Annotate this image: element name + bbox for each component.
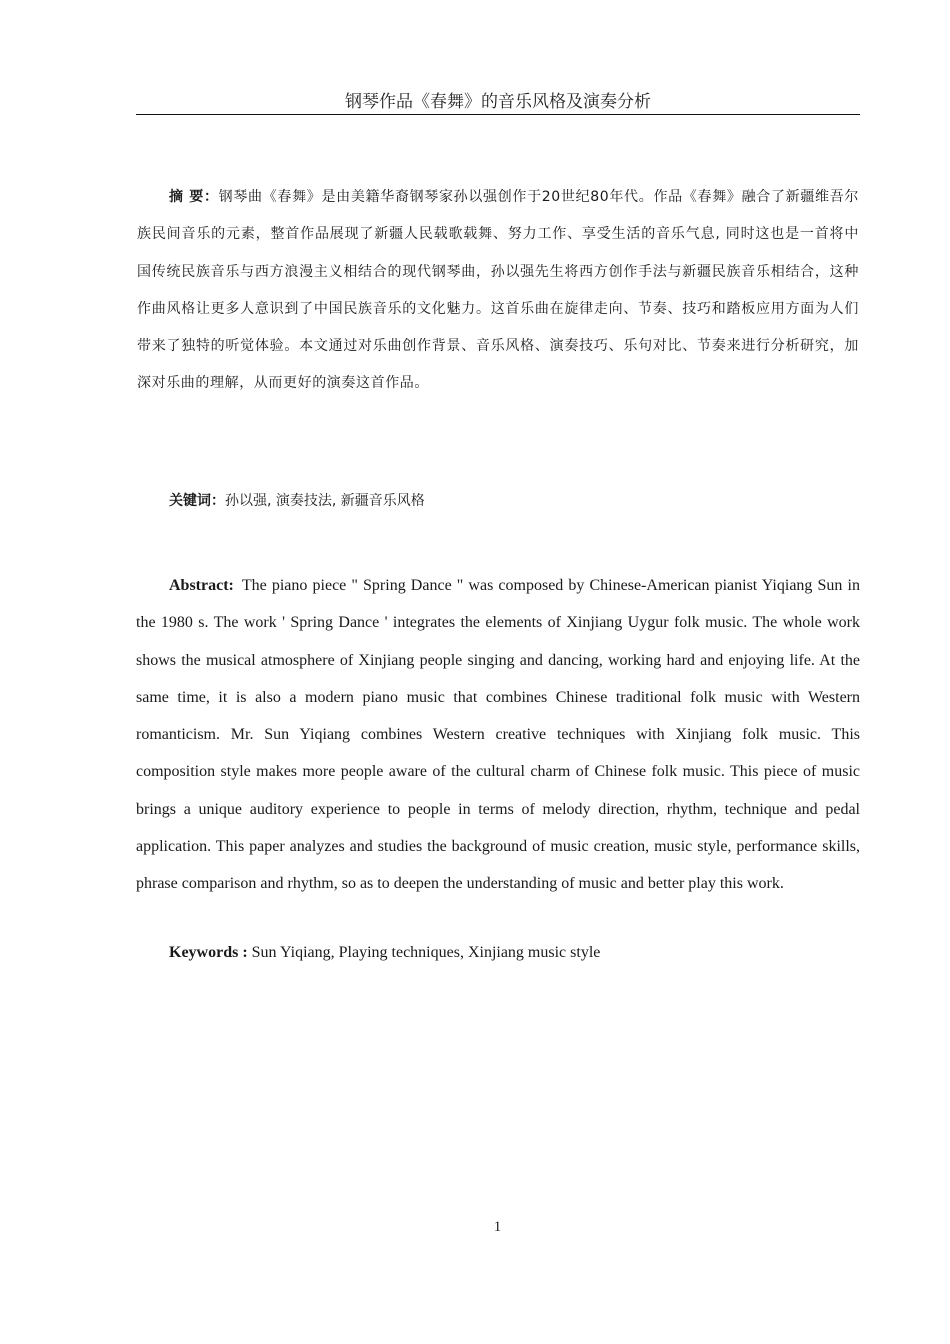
english-abstract [136, 567, 860, 903]
english-keywords-label: Keywords : [169, 944, 248, 961]
chinese-abstract-label: 摘 要： [169, 189, 219, 205]
running-header [136, 90, 860, 115]
chinese-keywords-value: 孙以强, 演奏技法, 新疆音乐风格 [225, 493, 425, 509]
english-keywords-value: Sun Yiqiang, Playing techniques, Xinjiang music style [251, 944, 601, 961]
chinese-keywords-label: 关键词： [169, 493, 225, 509]
chinese-abstract-body: 钢琴曲《春舞》是由美籍华裔钢琴家孙以强创作于20世纪80年代。作品《春舞》融合了新疆维吾尔族民间音乐的元素，整首作品展现了新疆人民载歌载舞、努力工作、享受生活的音乐气息, 同时这也是一首将中国传统民族音乐与西方浪漫主义相结合的现代钢琴曲，孙以强先生将西方创作手法与新疆民族音乐相结合，这种作曲风格让更多人意识到了中国民族音乐的文化魅力。这首乐曲在旋律走向、节奏、技巧和踏板应用方面为人们带来了独特的听觉体验。本文通过对乐曲创作背景、音乐风格、演奏技巧、乐句对比、节奏来进行分析研究，加深对乐曲的理解，从而更好的演奏这首作品。 [137, 189, 859, 392]
english-abstract-body: The piano piece " Spring Dance " was composed by Chinese-American pianist Yiqiang Sun in the 1980 s. The work ' Spring Dance ' integrates the elements of Xinjiang Uygur folk music. The whole work shows the musical atmosphere of Xinjiang people singing and dancing, working hard and enjoying life. At the same time, it is also a modern piano music that combines Chinese traditional folk music with Western romanticism. Mr. Sun Yiqiang combines Western creative techniques with Xinjiang folk music. This composition style makes more people aware of the cultural charm of Chinese folk music. This piece of music brings a unique auditory experience to people in terms of melody direction, rhythm, technique and pedal application. This paper analyzes and studies the background of music creation, music style, performance skills, phrase comparison and rhythm, so as to deepen the understanding of music and better play this work. [136, 577, 860, 893]
chinese-keywords [169, 487, 425, 515]
page-number: 1 [493, 1219, 502, 1235]
header-title: 钢琴作品《春舞》的音乐风格及演奏分析 [345, 92, 651, 112]
chinese-abstract [137, 179, 859, 403]
english-keywords [169, 939, 600, 967]
english-abstract-label: Abstract: [169, 577, 234, 594]
